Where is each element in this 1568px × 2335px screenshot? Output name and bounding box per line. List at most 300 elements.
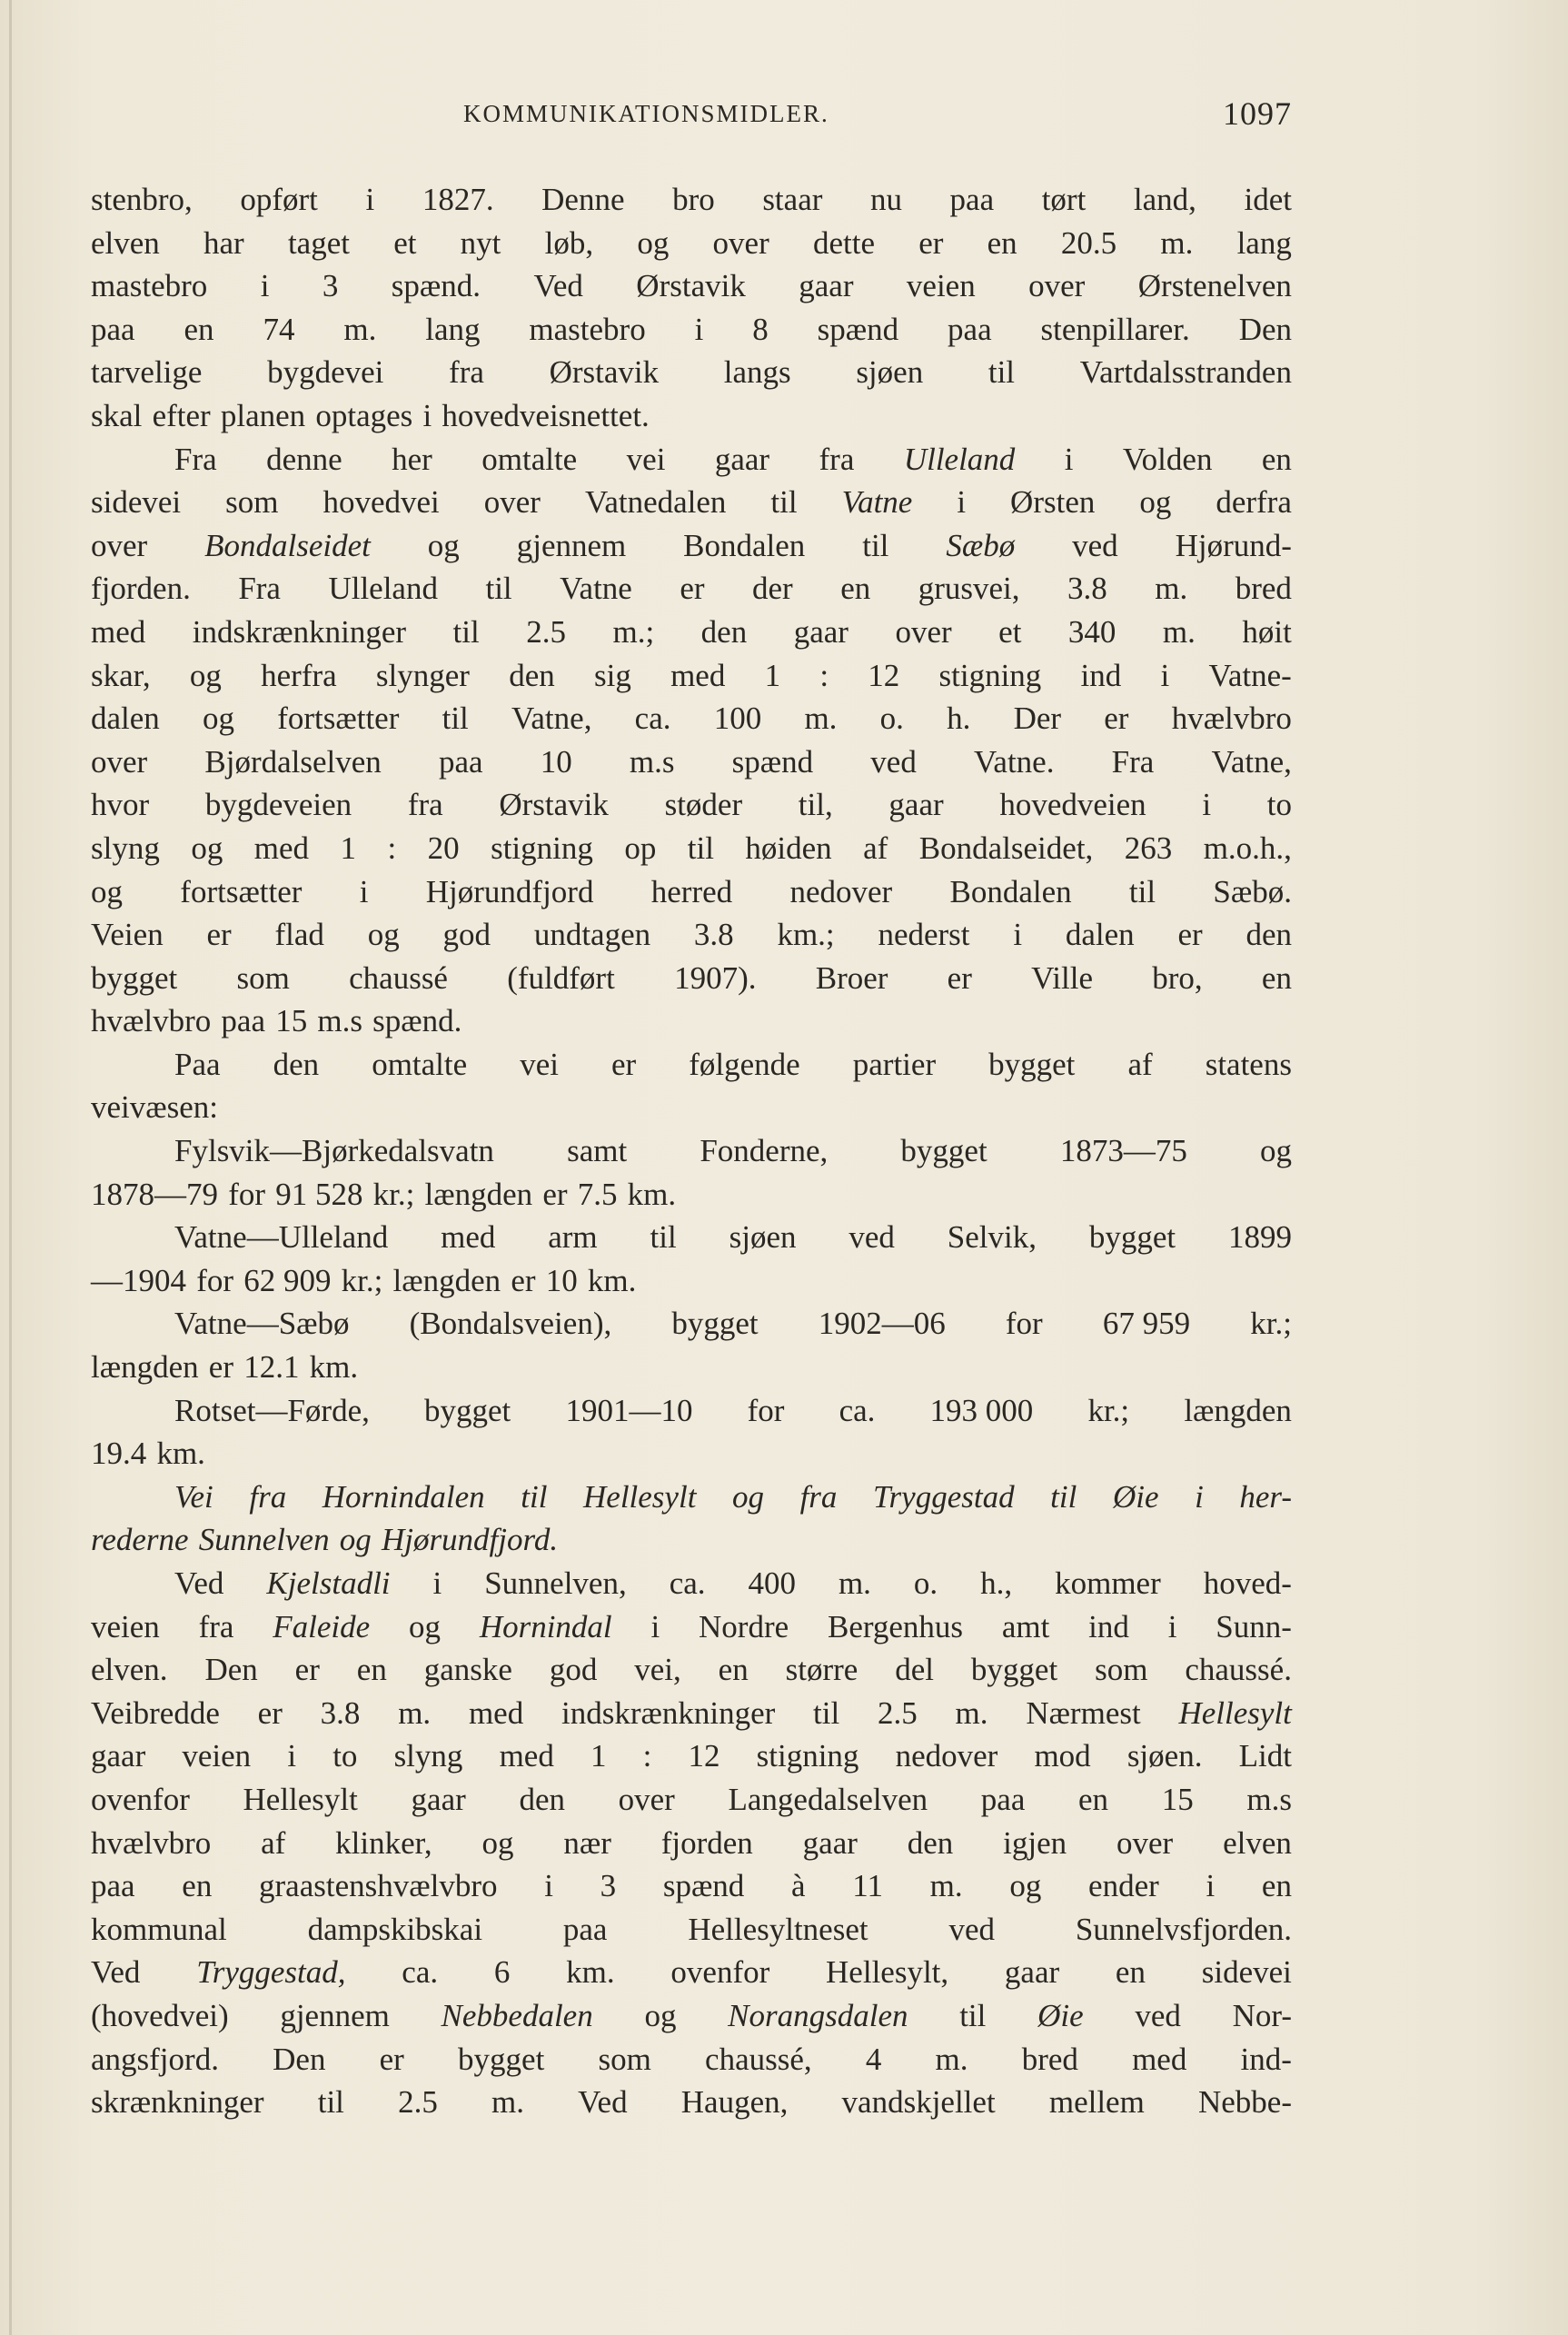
word: Vatne-	[1208, 657, 1292, 693]
word: fra	[449, 354, 484, 391]
word: Volden	[1122, 441, 1213, 477]
word: km.	[587, 1262, 637, 1298]
word: tørt	[1041, 182, 1087, 217]
word: skrænkninger	[91, 2084, 264, 2121]
word: ved	[870, 743, 917, 780]
word: samt	[567, 1133, 628, 1169]
word: og	[191, 830, 223, 866]
word: ind	[1088, 1608, 1129, 1644]
word: en	[1261, 441, 1292, 477]
word: til	[485, 571, 512, 607]
word: Nebbe-	[1197, 2084, 1292, 2121]
word: Ørstenelven	[1137, 268, 1292, 304]
word: af	[1127, 1046, 1153, 1082]
word: Fylsvik—Bjørkedalsvatn	[174, 1133, 494, 1169]
word: Denne	[541, 182, 625, 217]
word: Bondalen	[683, 527, 806, 563]
word: over	[1116, 1824, 1174, 1861]
word: Bondalen	[949, 873, 1072, 909]
word: som	[1095, 1652, 1148, 1688]
text-line	[91, 913, 1292, 957]
word: sig	[593, 657, 631, 693]
word: vandskjellet	[841, 2084, 996, 2121]
word: med	[1132, 2041, 1187, 2077]
word: i	[432, 1565, 442, 1601]
word: bro,	[1152, 959, 1203, 996]
word: med	[91, 613, 146, 650]
word: lang	[1236, 224, 1292, 261]
word: optages	[315, 397, 413, 433]
text-line	[91, 222, 1292, 265]
text-line	[91, 481, 1292, 524]
text-line	[91, 870, 1292, 914]
word: til	[770, 484, 798, 521]
word: 10	[540, 743, 572, 780]
word: nu	[869, 182, 902, 217]
word: til	[862, 527, 889, 563]
word: grusvei,	[918, 571, 1020, 607]
word: i	[422, 397, 432, 433]
word: gaar	[888, 787, 944, 823]
word: h.	[947, 700, 971, 737]
text-line	[91, 1476, 1292, 1519]
word: Norangsdalen	[728, 1997, 908, 2033]
word: er	[542, 1176, 568, 1212]
word: :	[819, 657, 829, 693]
body-text	[91, 178, 1292, 2124]
word: er	[947, 959, 972, 996]
word: omtalte	[481, 441, 578, 477]
word: Hellesylt	[243, 1781, 358, 1817]
text-line	[91, 2081, 1292, 2124]
word: ovenfor	[670, 1954, 770, 1991]
word: m.;	[612, 613, 655, 650]
word: 1827.	[422, 182, 494, 217]
word: Faleide	[273, 1608, 371, 1644]
word: Ved	[578, 2084, 628, 2121]
word: mod	[1034, 1738, 1091, 1774]
word: stenbro,	[91, 182, 193, 217]
word: gjennem	[516, 527, 627, 563]
word: over	[91, 527, 148, 563]
word: følgende	[689, 1046, 800, 1082]
word: og	[339, 1522, 372, 1558]
word: Hjørundfjord	[425, 873, 594, 909]
word: 2.5	[398, 2084, 438, 2121]
word: 1	[340, 830, 356, 866]
word: Bondalseidet,	[918, 830, 1094, 866]
word: paa	[91, 311, 135, 347]
word: kr.;	[341, 1262, 383, 1298]
word: lang	[425, 311, 481, 347]
word: i	[1013, 917, 1023, 953]
word: i	[694, 311, 704, 347]
word: Fra	[174, 441, 217, 477]
word: er	[1104, 700, 1129, 737]
word: Vartdalsstranden	[1079, 354, 1292, 391]
text-line	[91, 1734, 1292, 1778]
word: i	[544, 1868, 553, 1904]
word: Bondalseidet	[204, 527, 371, 563]
word: 1	[764, 657, 781, 693]
word: i	[260, 268, 270, 304]
word: Hellesylt	[1178, 1694, 1292, 1731]
word: over	[895, 613, 952, 650]
word: statens	[1205, 1046, 1292, 1082]
word: med	[468, 1694, 524, 1731]
word: dette	[812, 224, 875, 261]
word: den	[907, 1824, 954, 1861]
word: et	[393, 224, 417, 261]
word: Vatne	[560, 571, 632, 607]
word: en	[1261, 1868, 1292, 1904]
word: 100	[713, 700, 762, 737]
word: nederst	[878, 917, 970, 953]
word: Sunn-	[1216, 1608, 1292, 1644]
word: bygget	[900, 1133, 987, 1169]
word: slyng	[91, 830, 160, 866]
word: bygget	[458, 2041, 545, 2077]
word: Hjørund-	[1175, 527, 1292, 563]
word: ved	[1135, 1997, 1181, 2033]
word: og	[1139, 484, 1172, 521]
word: gaar	[799, 268, 854, 304]
text-line	[91, 1346, 1292, 1389]
text-line	[91, 999, 1292, 1043]
word: og	[481, 1824, 514, 1861]
word: bro	[672, 182, 715, 217]
word: m.	[343, 311, 377, 347]
word: Fonderne,	[700, 1133, 829, 1169]
word: til	[1128, 873, 1156, 909]
word: til	[650, 1219, 677, 1256]
word: med	[670, 657, 726, 693]
word: fra	[819, 441, 855, 477]
word: til	[987, 354, 1016, 391]
word: Hellesylt,	[826, 1954, 949, 1991]
word: spænd.	[391, 268, 481, 304]
text-line	[91, 783, 1292, 827]
word: km.	[566, 1954, 615, 1991]
word: vei,	[634, 1652, 681, 1688]
text-line	[91, 1302, 1292, 1346]
word: chaussé,	[705, 2041, 812, 2077]
word: bred	[1021, 2041, 1078, 2077]
word: m.s	[1246, 1781, 1292, 1817]
word: Den	[1238, 311, 1292, 347]
word: Ulleland	[328, 571, 438, 607]
word: og	[644, 1997, 677, 2033]
text-line	[91, 1086, 1292, 1129]
word: 12	[868, 657, 900, 693]
word: herred	[650, 873, 733, 909]
word: to	[1266, 787, 1292, 823]
word: m.	[955, 1694, 988, 1731]
word: Rotset—Førde,	[174, 1392, 370, 1428]
text-line	[91, 654, 1292, 698]
word: 15	[1161, 1781, 1194, 1817]
text-line	[91, 611, 1292, 654]
word: m.	[398, 1694, 432, 1731]
word: Nærmest	[1026, 1694, 1141, 1731]
word: taget	[287, 224, 350, 261]
word: Ørsten	[1010, 484, 1096, 521]
word: og	[203, 700, 235, 737]
word: fra	[407, 787, 443, 823]
word: ovenfor	[91, 1781, 190, 1817]
word: til	[442, 700, 469, 737]
word: sidevei	[1201, 1954, 1292, 1991]
word: angsfjord.	[91, 2041, 219, 2077]
word: kr.;	[372, 1176, 415, 1212]
word: elven.	[91, 1652, 168, 1688]
word: en	[987, 224, 1017, 261]
word: skal	[91, 397, 143, 433]
word: tarvelige	[91, 354, 203, 391]
word: til	[521, 1478, 548, 1515]
word: 3	[600, 1868, 617, 1904]
word: Paa	[174, 1046, 221, 1082]
word: bygdevei	[267, 354, 384, 391]
word: ca.	[634, 700, 671, 737]
word: den	[700, 613, 748, 650]
word: med	[253, 830, 310, 866]
word: denne	[266, 441, 342, 477]
word: bred	[1235, 571, 1292, 607]
word: 3.8	[1067, 571, 1107, 607]
word: gjennem	[280, 1997, 390, 2033]
word: staar	[762, 182, 823, 217]
word: 3	[322, 268, 339, 304]
word: Ørstavik	[499, 787, 609, 823]
word: vei	[520, 1046, 559, 1082]
text-line	[91, 740, 1292, 784]
word: 1901—10	[565, 1392, 693, 1428]
word: til	[317, 2084, 344, 2121]
word: (Bondalsveien),	[409, 1306, 612, 1342]
word: mellem	[1048, 2084, 1145, 2121]
word: er	[1177, 917, 1203, 953]
word: Fra	[1111, 743, 1155, 780]
word: som	[598, 2041, 651, 2077]
word: bygdeveien	[204, 787, 352, 823]
binding-edge	[9, 0, 12, 2335]
word: ved	[1072, 527, 1118, 563]
word: bygget	[970, 1652, 1058, 1688]
word: Ville	[1031, 959, 1094, 996]
word: planen	[220, 397, 306, 433]
word: graastenshvælvbro	[259, 1868, 498, 1904]
word: o.	[879, 700, 904, 737]
word: Bergenhus	[827, 1608, 964, 1644]
word: paa	[438, 743, 483, 780]
word: 263	[1124, 830, 1173, 866]
word: 74	[263, 311, 295, 347]
word: m.	[838, 1565, 871, 1601]
text-line	[91, 1692, 1292, 1735]
word: kr.;	[1250, 1306, 1292, 1342]
word: sidevei	[91, 484, 182, 521]
text-line	[91, 264, 1292, 308]
word: er	[208, 1349, 233, 1386]
word: til,	[798, 787, 833, 823]
word: fra	[799, 1478, 838, 1515]
word: en	[840, 571, 871, 607]
word: en	[182, 1868, 213, 1904]
word: stenpillarer.	[1040, 311, 1190, 347]
word: sjøen	[729, 1219, 797, 1256]
word: gaar	[793, 613, 849, 650]
word: km.	[156, 1436, 205, 1472]
running-head: KOMMUNIKATIONSMIDLER.	[463, 100, 829, 127]
word: Sunnelven	[198, 1522, 330, 1558]
word: langs	[723, 354, 791, 391]
word: km.	[309, 1349, 359, 1386]
text-line	[91, 1259, 1292, 1303]
word: arm	[548, 1219, 598, 1256]
word: i	[1167, 1608, 1177, 1644]
word: 20.5	[1060, 224, 1117, 261]
word: paa	[949, 182, 995, 217]
word: paa	[562, 1911, 608, 1947]
word: fra	[198, 1608, 234, 1644]
word: idet	[1244, 182, 1292, 217]
word: 1902—06	[818, 1306, 946, 1342]
word: mastebro	[529, 311, 646, 347]
text-line	[91, 1648, 1292, 1692]
word: længden	[1184, 1392, 1292, 1428]
text-line	[91, 1432, 1292, 1476]
word: ved	[948, 1911, 995, 1947]
word: i	[650, 1608, 660, 1644]
word: km.;	[777, 917, 835, 953]
word: Haugen,	[680, 2084, 789, 2121]
word: Lidt	[1238, 1738, 1292, 1774]
word: land,	[1133, 182, 1196, 217]
word: (hovedvei)	[91, 1997, 229, 2033]
word: :	[642, 1738, 652, 1774]
word: fjorden.	[91, 571, 191, 607]
word: Langedalselven	[728, 1781, 928, 1817]
word: i	[1206, 1868, 1216, 1904]
word: Ørstavik	[549, 354, 660, 391]
word: den	[273, 1046, 320, 1082]
word: og	[637, 224, 670, 261]
word: den	[519, 1781, 565, 1817]
word: er	[611, 1046, 637, 1082]
word: over	[712, 224, 769, 261]
word: del	[895, 1652, 934, 1688]
word: Sæbø	[946, 527, 1016, 563]
text-line	[91, 394, 1292, 438]
word: i	[1064, 441, 1074, 477]
word: med	[441, 1219, 496, 1256]
word: til	[687, 830, 714, 866]
word: 6	[493, 1954, 511, 1991]
word: bygget	[424, 1392, 511, 1428]
word: her-	[1239, 1478, 1292, 1515]
word: indskrænkninger	[192, 613, 407, 650]
word: fortsætter	[180, 873, 303, 909]
word: ca.	[402, 1954, 439, 1991]
word: :	[387, 830, 397, 866]
word: o.	[913, 1565, 938, 1601]
word: Den	[204, 1652, 258, 1688]
word: m.	[1155, 571, 1188, 607]
word: mastebro	[91, 268, 208, 304]
word: Hornindalen	[322, 1478, 485, 1515]
word: paa	[221, 1003, 265, 1039]
word: paa	[980, 1781, 1026, 1817]
word: Ulleland	[903, 441, 1016, 477]
word: og	[189, 657, 222, 693]
word: vei	[626, 441, 666, 477]
word: til	[813, 1694, 840, 1731]
text-line	[91, 957, 1292, 1000]
word: Kjelstadli	[266, 1565, 391, 1601]
word: opført	[240, 182, 318, 217]
word: Sæbø.	[1213, 873, 1292, 909]
word: gaar	[411, 1781, 466, 1817]
word: op	[624, 830, 657, 866]
word: over	[618, 1781, 675, 1817]
word: 1878—79	[91, 1176, 218, 1212]
word: i	[365, 182, 375, 217]
word: 2.5	[878, 1694, 918, 1731]
word: den	[509, 657, 555, 693]
word: kr.;	[1087, 1392, 1130, 1428]
text-line	[91, 827, 1292, 870]
word: m.s	[629, 743, 675, 780]
word: Vatnedalen	[584, 484, 727, 521]
text-line	[91, 1043, 1292, 1087]
word: gaar	[802, 1824, 858, 1861]
word: m.	[1162, 613, 1196, 650]
word: med	[499, 1738, 554, 1774]
word: hvor	[91, 787, 150, 823]
word: dalen	[1065, 917, 1135, 953]
word: en	[356, 1652, 387, 1688]
word: nyt	[460, 224, 501, 261]
word: chaussé.	[1185, 1652, 1292, 1688]
word: Sunnelvsfjorden.	[1075, 1911, 1292, 1947]
word: undtagen	[533, 917, 651, 953]
word: over	[483, 484, 541, 521]
word: à	[791, 1868, 806, 1904]
word: 10	[545, 1262, 578, 1298]
word: Nebbedalen	[441, 1997, 593, 2033]
text-line	[91, 1173, 1292, 1217]
word: hoved-	[1203, 1565, 1292, 1601]
word: m.o.h.,	[1203, 830, 1292, 866]
word: for	[747, 1392, 785, 1428]
word: —1904	[91, 1262, 186, 1298]
text-line	[91, 697, 1292, 740]
word: m.	[1160, 224, 1194, 261]
text-line	[91, 1518, 1292, 1562]
word: flad	[274, 917, 324, 953]
word: ender	[1088, 1868, 1159, 1904]
word: paa	[948, 311, 992, 347]
word: god	[549, 1652, 598, 1688]
word: Der	[1013, 700, 1062, 737]
word: ca.	[669, 1565, 706, 1601]
word: dampskibskai	[307, 1911, 483, 1947]
text-line	[91, 1562, 1292, 1605]
word: gaar	[91, 1738, 146, 1774]
word: 1	[590, 1738, 607, 1774]
word: i	[1202, 787, 1212, 823]
